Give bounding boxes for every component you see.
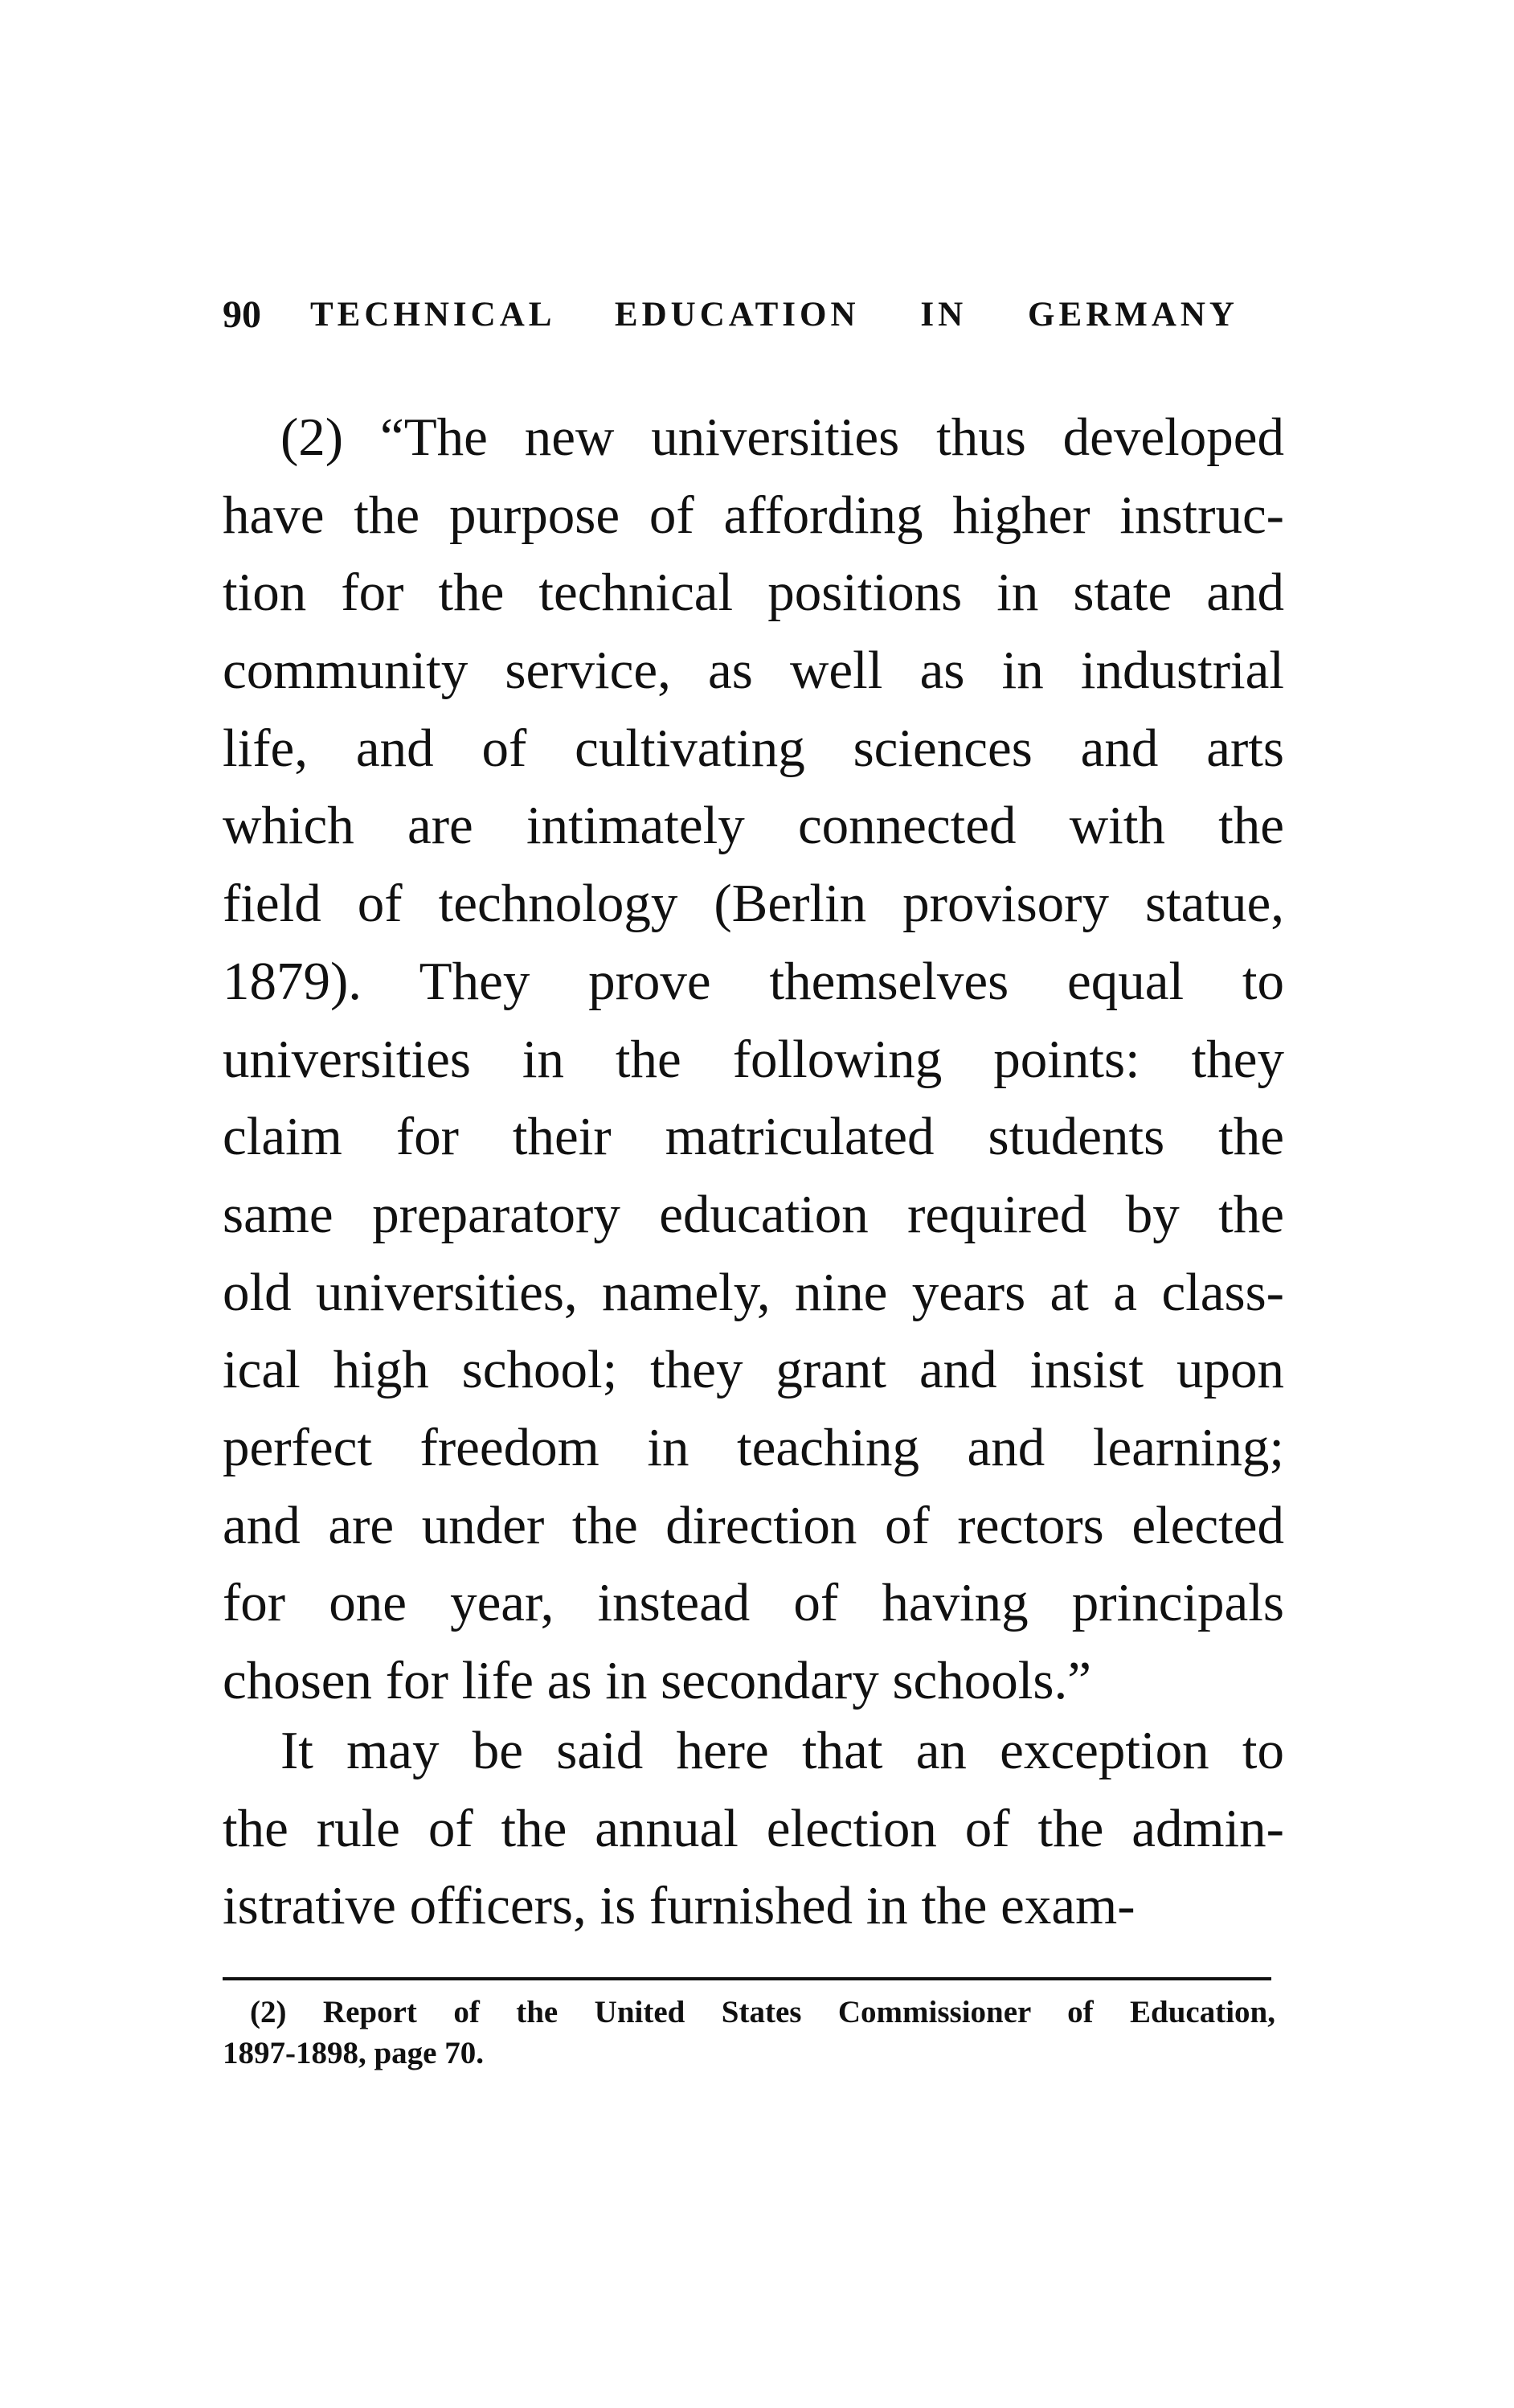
text-line: claim for their matriculated students the [223,1107,1284,1167]
text-line: perfect freedom in teaching and learning; [223,1417,1284,1477]
text-line: have the purpose of affording higher instruc- [223,485,1284,545]
text-line: ical high school; they grant and insist upon [223,1340,1284,1400]
text-line: tion for the technical positions in state and [223,563,1284,623]
text-line: the rule of the annual election of the admin- [223,1798,1284,1858]
footnote-divider [223,1977,1271,1980]
text-line: old universities, namely, nine years at a class- [223,1262,1284,1322]
text-line: and are under the direction of rectors elected [223,1495,1284,1555]
text-line: It may be said here that an exception to [280,1721,1284,1780]
paragraph-body [223,1712,1284,1945]
footnote-line: (2) Report of the United States Commissioner of Education, [250,1995,1275,2029]
running-header [223,291,1238,339]
footnote [223,1992,1275,2074]
paragraph-quote [223,399,1284,1720]
text-line: life, and of cultivating sciences and arts [223,718,1284,778]
footnote-line: 1897-1898, page 70. [223,2036,484,2070]
text-line: istrative officers, is furnished in the exam- [223,1876,1136,1936]
text-line: for one year, instead of having principals [223,1573,1284,1633]
text-line: field of technology (Berlin provisory statue, [223,874,1284,934]
text-line: community service, as well as in industrial [223,641,1284,701]
running-title: TECHNICAL EDUCATION IN GERMANY [310,296,1238,334]
text-line: same preparatory education required by the [223,1184,1284,1244]
text-line: (2) “The new universities thus developed [280,407,1284,467]
page-number: 90 [223,293,261,336]
text-line: chosen for life as in secondary schools.” [223,1651,1091,1710]
text-line: universities in the following points: they [223,1029,1284,1089]
text-line: which are intimately connected with the [223,796,1284,856]
text-line: 1879). They prove themselves equal to [223,951,1284,1011]
